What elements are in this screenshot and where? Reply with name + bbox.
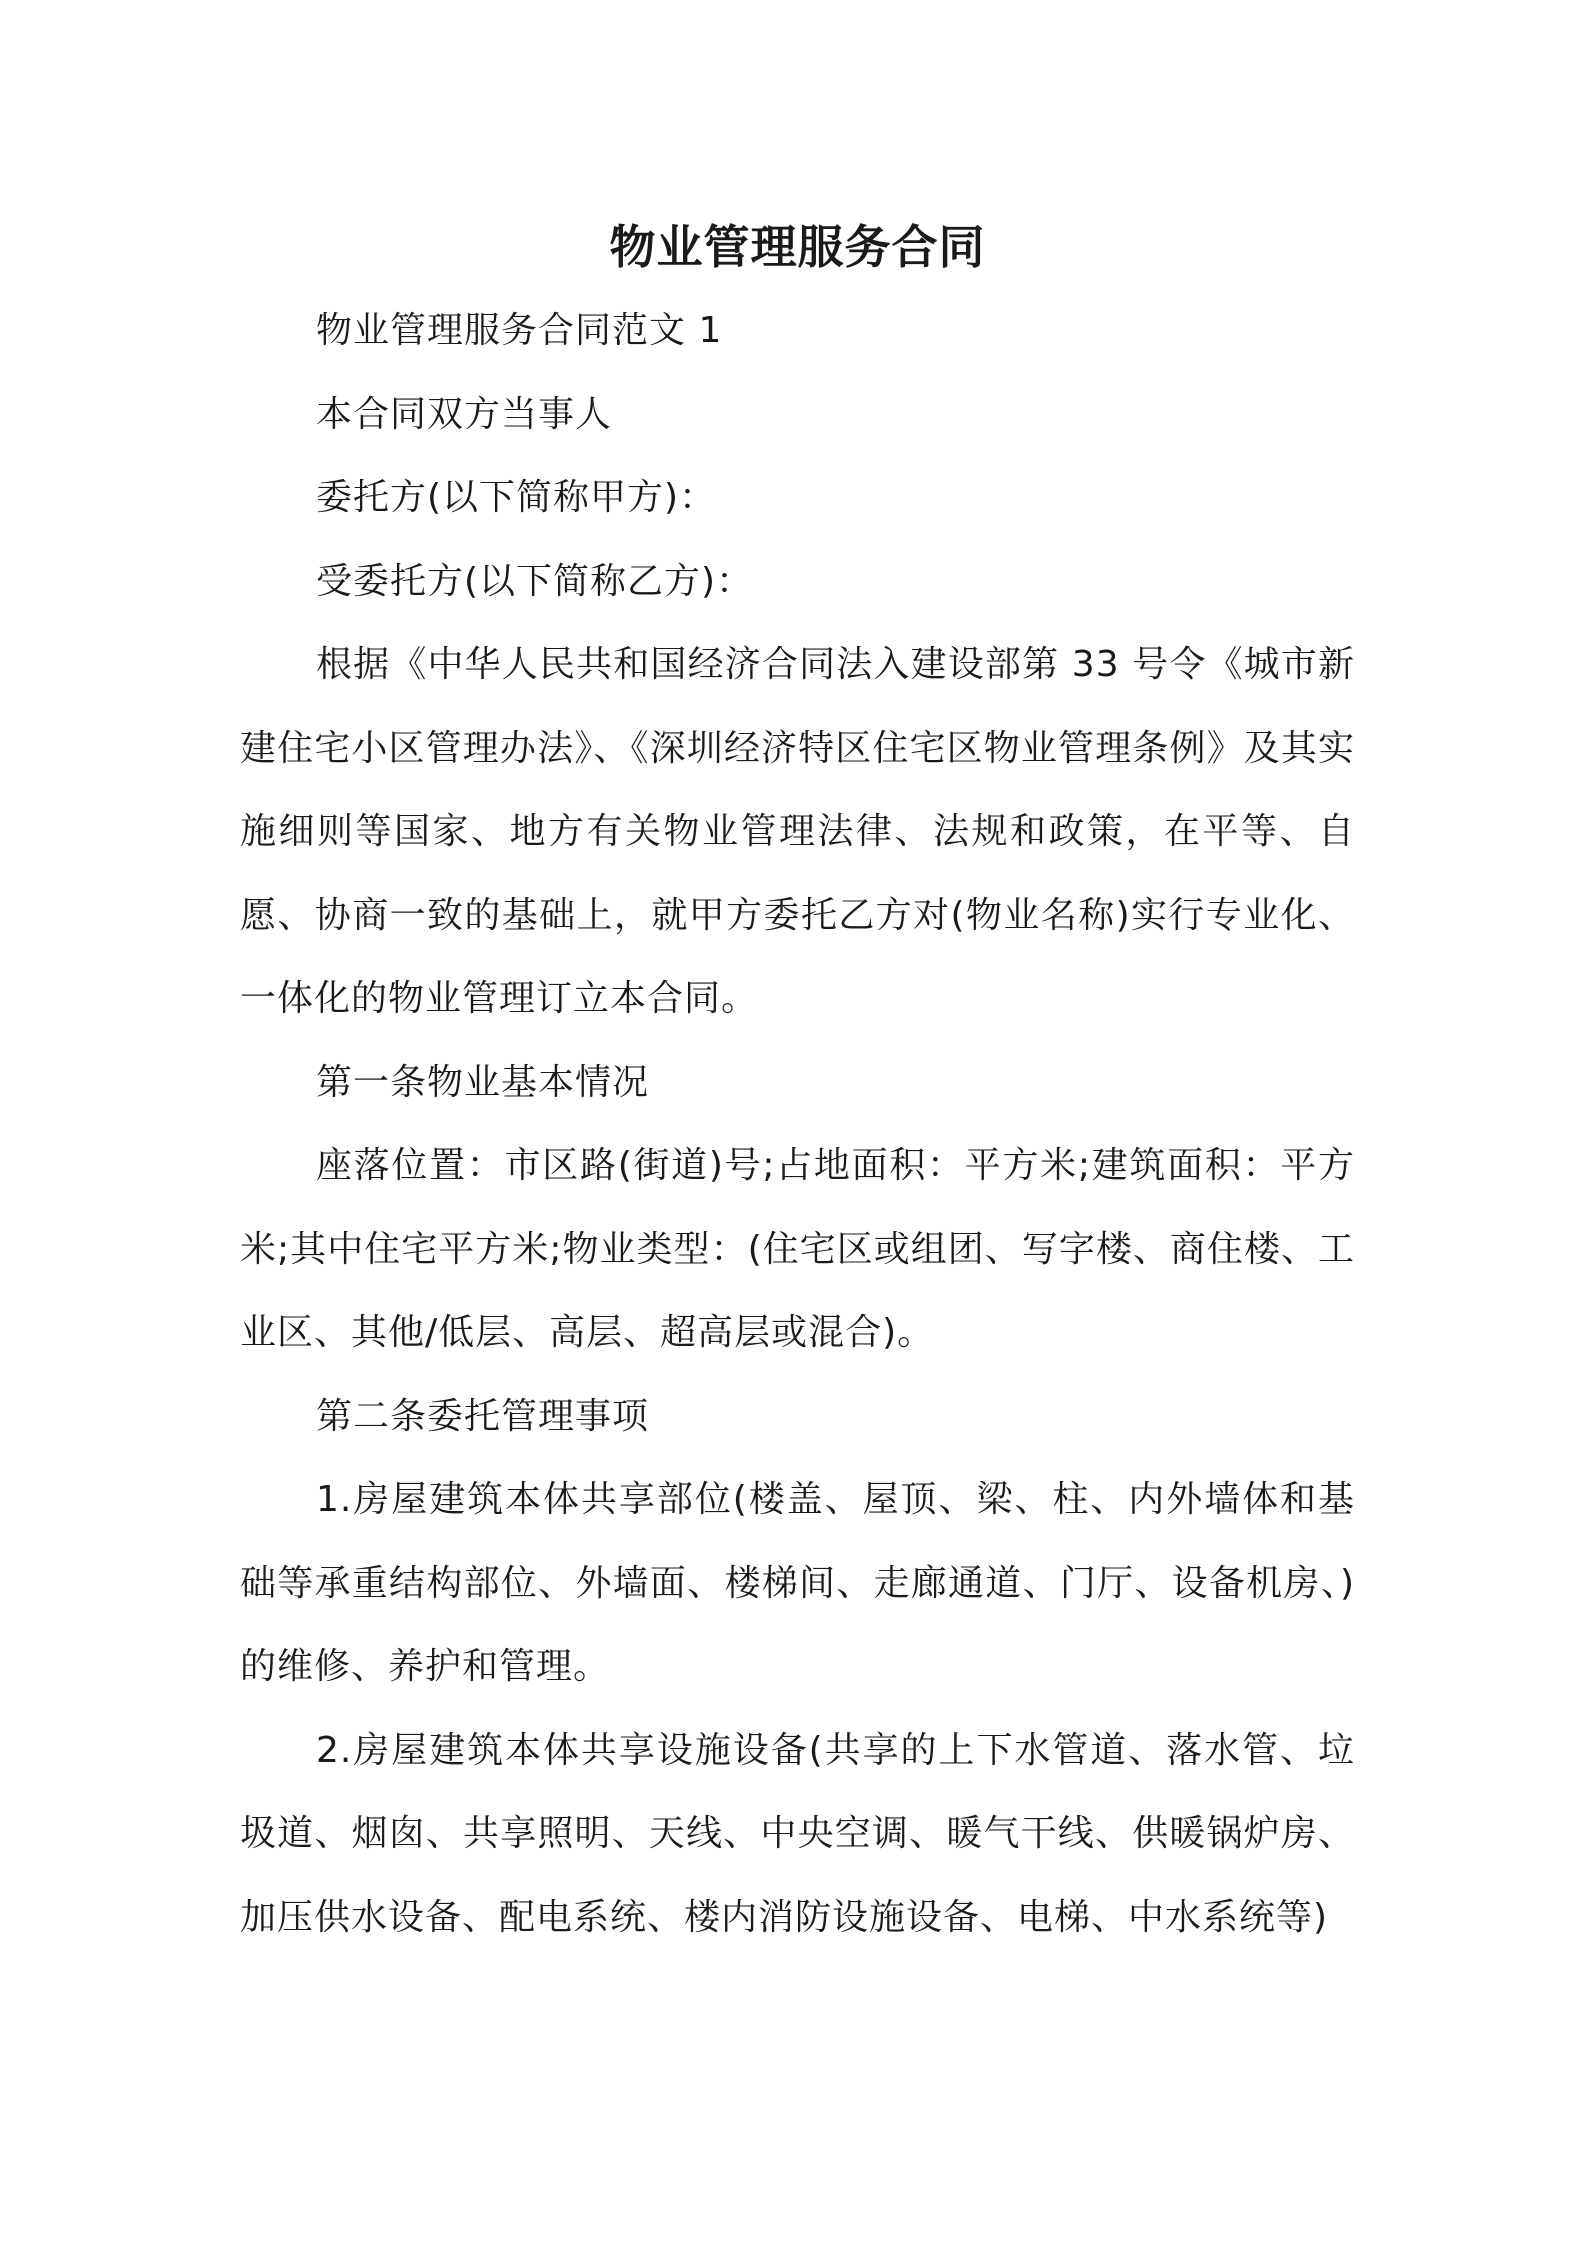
paragraph-article-2-item-1: 1.房屋建筑本体共享部位(楼盖、屋顶、梁、柱、内外墙体和基础等承重结构部位、外墙面、楼梯间、走廊通道、门厅、设备机房、)的维修、养护和管理。 bbox=[240, 1479, 1355, 1687]
paragraph-article-2-heading: 第二条委托管理事项 bbox=[316, 1395, 650, 1437]
paragraph-article-1-body: 座落位置：市区路(街道)号;占地面积：平方米;建筑面积：平方米;其中住宅平方米;物业类型：(住宅区或组团、写字楼、商住楼、工业区、其他/低层、高层、超高层或混合)。 bbox=[240, 1145, 1355, 1353]
paragraph-preamble: 根据《中华人民共和国经济合同法入建设部第 33 号令《城市新建住宅小区管理办法》、《深圳经济特区住宅区物业管理条例》及其实施细则等国家、地方有关物业管理法律、法规和政策，在平等、自愿、协商一致的基础上，就甲方委托乙方对(物业名称)实行专业化、一体化的物业管理订立本合同。 bbox=[240, 644, 1355, 1019]
paragraph-party-a: 委托方(以下简称甲方)： bbox=[316, 477, 717, 518]
paragraph-party-b: 受委托方(以下简称乙方)： bbox=[316, 560, 754, 602]
paragraph-article-2-item-2: 2.房屋建筑本体共享设施设备(共享的上下水管道、落水管、垃圾道、烟囱、共享照明、天线、中央空调、暖气干线、供暖锅炉房、加压供水设备、配电系统、楼内消防设施设备、电梯、中水系统等) bbox=[240, 1729, 1355, 1938]
paragraph-article-1-heading: 第一条物业基本情况 bbox=[316, 1061, 650, 1103]
document-title: 物业管理服务合同 bbox=[609, 220, 986, 274]
paragraph-subtitle: 物业管理服务合同范文 1 bbox=[316, 310, 723, 351]
paragraph-parties-heading: 本合同双方当事人 bbox=[316, 393, 613, 435]
document-body bbox=[240, 205, 1355, 1959]
